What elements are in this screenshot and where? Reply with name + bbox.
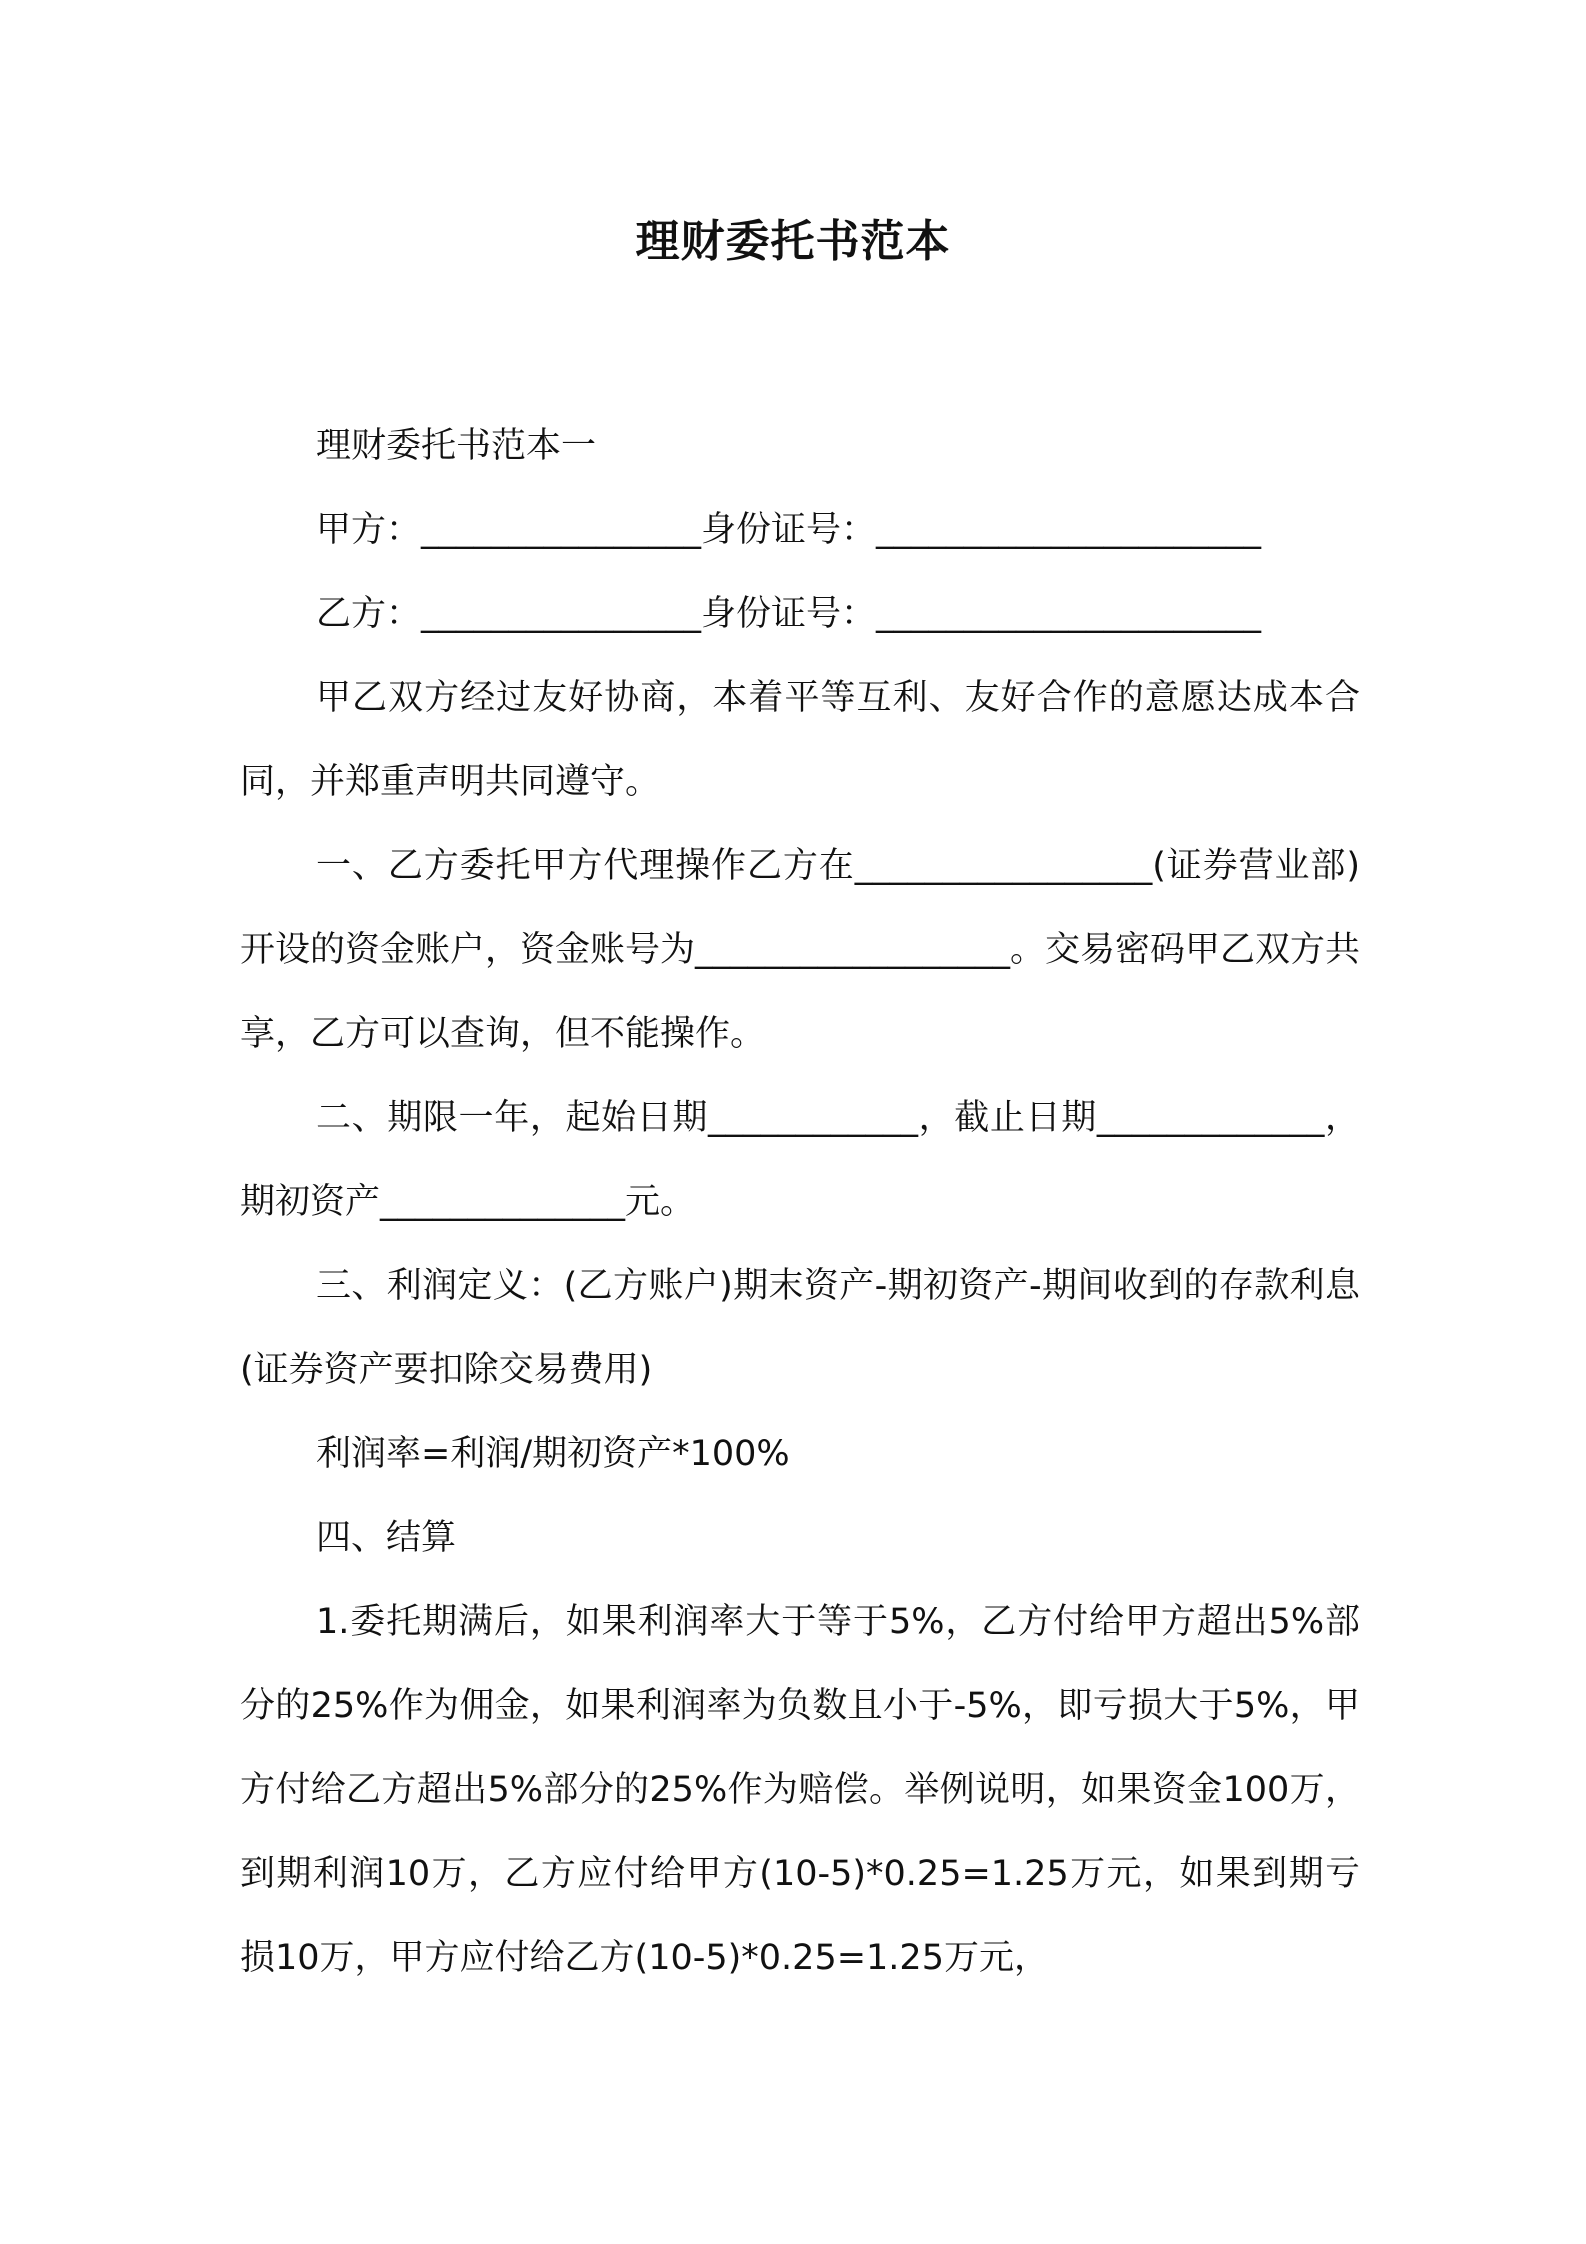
clause-4-heading: 四、结算 xyxy=(316,1518,457,1558)
clause-1-paragraph: 一、乙方委托甲方代理操作乙方在_________________(证券营业部)开设的资金账户，资金账号为__________________。交易密码甲乙双方共享，乙方可以查询，但不能操作。 xyxy=(240,846,1361,1054)
profit-rate-formula: 利润率=利润/期初资产*100% xyxy=(316,1434,790,1474)
document-body xyxy=(240,404,1360,2000)
clause-2-paragraph: 二、期限一年，起始日期____________，截止日期_____________，期初资产______________元。 xyxy=(240,1098,1360,1222)
party-b-line: 乙方：________________身份证号：______________________ xyxy=(316,594,1262,634)
clause-3-paragraph: 三、利润定义：(乙方账户)期末资产-期初资产-期间收到的存款利息(证券资产要扣除交易费用) xyxy=(240,1266,1360,1390)
intro-paragraph: 甲乙双方经过友好协商，本着平等互利、友好合作的意愿达成本合同，并郑重声明共同遵守。 xyxy=(240,678,1360,802)
settlement-paragraph: 1.委托期满后，如果利润率大于等于5%，乙方付给甲方超出5%部分的25%作为佣金，如果利润率为负数且小于-5%，即亏损大于5%，甲方付给乙方超出5%部分的25%作为赔偿。举例说明，如果资金100万，到期利润10万，乙方应付给甲方(10-5)*0.25=1.25万元，如果到期亏损10万，甲方应付给乙方(10-5)*0.25=1.25万元， xyxy=(240,1602,1360,1978)
document-title: 理财委托书范本 xyxy=(635,216,951,267)
section-heading: 理财委托书范本一 xyxy=(316,426,597,466)
party-a-line: 甲方：________________身份证号：______________________ xyxy=(316,510,1262,550)
